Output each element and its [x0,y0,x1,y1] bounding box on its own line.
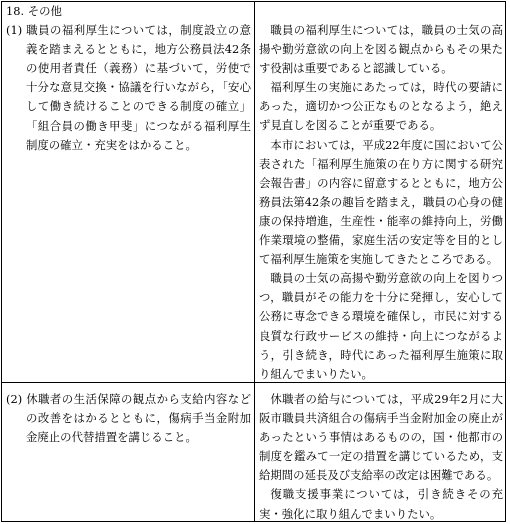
column-divider [254,2,255,521]
row-1-response-cell [259,21,503,384]
response-1-paragraph-1: 職員の福利厚生については，職員の士気の高揚や勤労意欲の向上を図る観点からもその果たす役割は重要であると認識している。 [259,23,503,76]
request-item-1: (1) 職員の福利厚生については，制度設立の意義を踏まえるとともに，地方公務員法42条の使用者責任（義務）に基づいて，労使で十分な意見交換・協議を行いながら，「安心して働き続けることのできる制度の確立」「組合員の働き甲斐」につながる福利厚生制度の確立・充実をはかること。 [6,23,251,152]
row-1-request-cell [6,2,251,155]
response-2-paragraph-2: 復職支援事業については，引き続きその充実・強化に取り組んでまいりたい。 [259,487,503,521]
response-1-paragraph-2: 福利厚生の実施にあたっては，時代の要請にあった，適切かつ公正なものとなるよう，絶えず見直しを図ることが重要である。 [259,80,503,133]
section-title: 18. その他 [6,4,62,18]
row-2-request-cell [6,390,251,447]
response-1-paragraph-4: 職員の士気の高揚や勤労意欲の向上を図りつつ，職員がその能力を十分に発揮し，安心して公務に専念できる環境を確保し，市民に対する良質な行政サービスの維持・向上につながるよう，引き続き，時代にあった福利厚生施策に取り組んでまいりたい。 [259,271,503,381]
document-table [1,1,506,522]
response-2-paragraph-1: 休職者の給与については，平成29年2月に大阪市職員共済組合の傷病手当金附加金の廃止があったという事情はあるものの，国・他都市の制度を鑑みて一定の措置を講じているため，支給期間の延長及び支給率の改定は困難である。 [259,392,503,483]
row-2-response-cell [259,390,503,524]
request-item-2: (2) 休職者の生活保障の観点から支給内容などの改善をはかるとともに，傷病手当金附加金廃止の代替措置を講じること。 [6,392,251,445]
response-1-paragraph-3: 本市においては，平成22年度に国において公表された「福利厚生施策の在り方に関する研究会報告書」の内容に留意するとともに，地方公務員法第42条の趣旨を踏まえ，職員の心身の健康の保持増進，生産性・能率の維持向上，労働作業環境の整備，家庭生活の安定等を目的として福利厚生施策を実施してきたところである。 [259,137,503,267]
